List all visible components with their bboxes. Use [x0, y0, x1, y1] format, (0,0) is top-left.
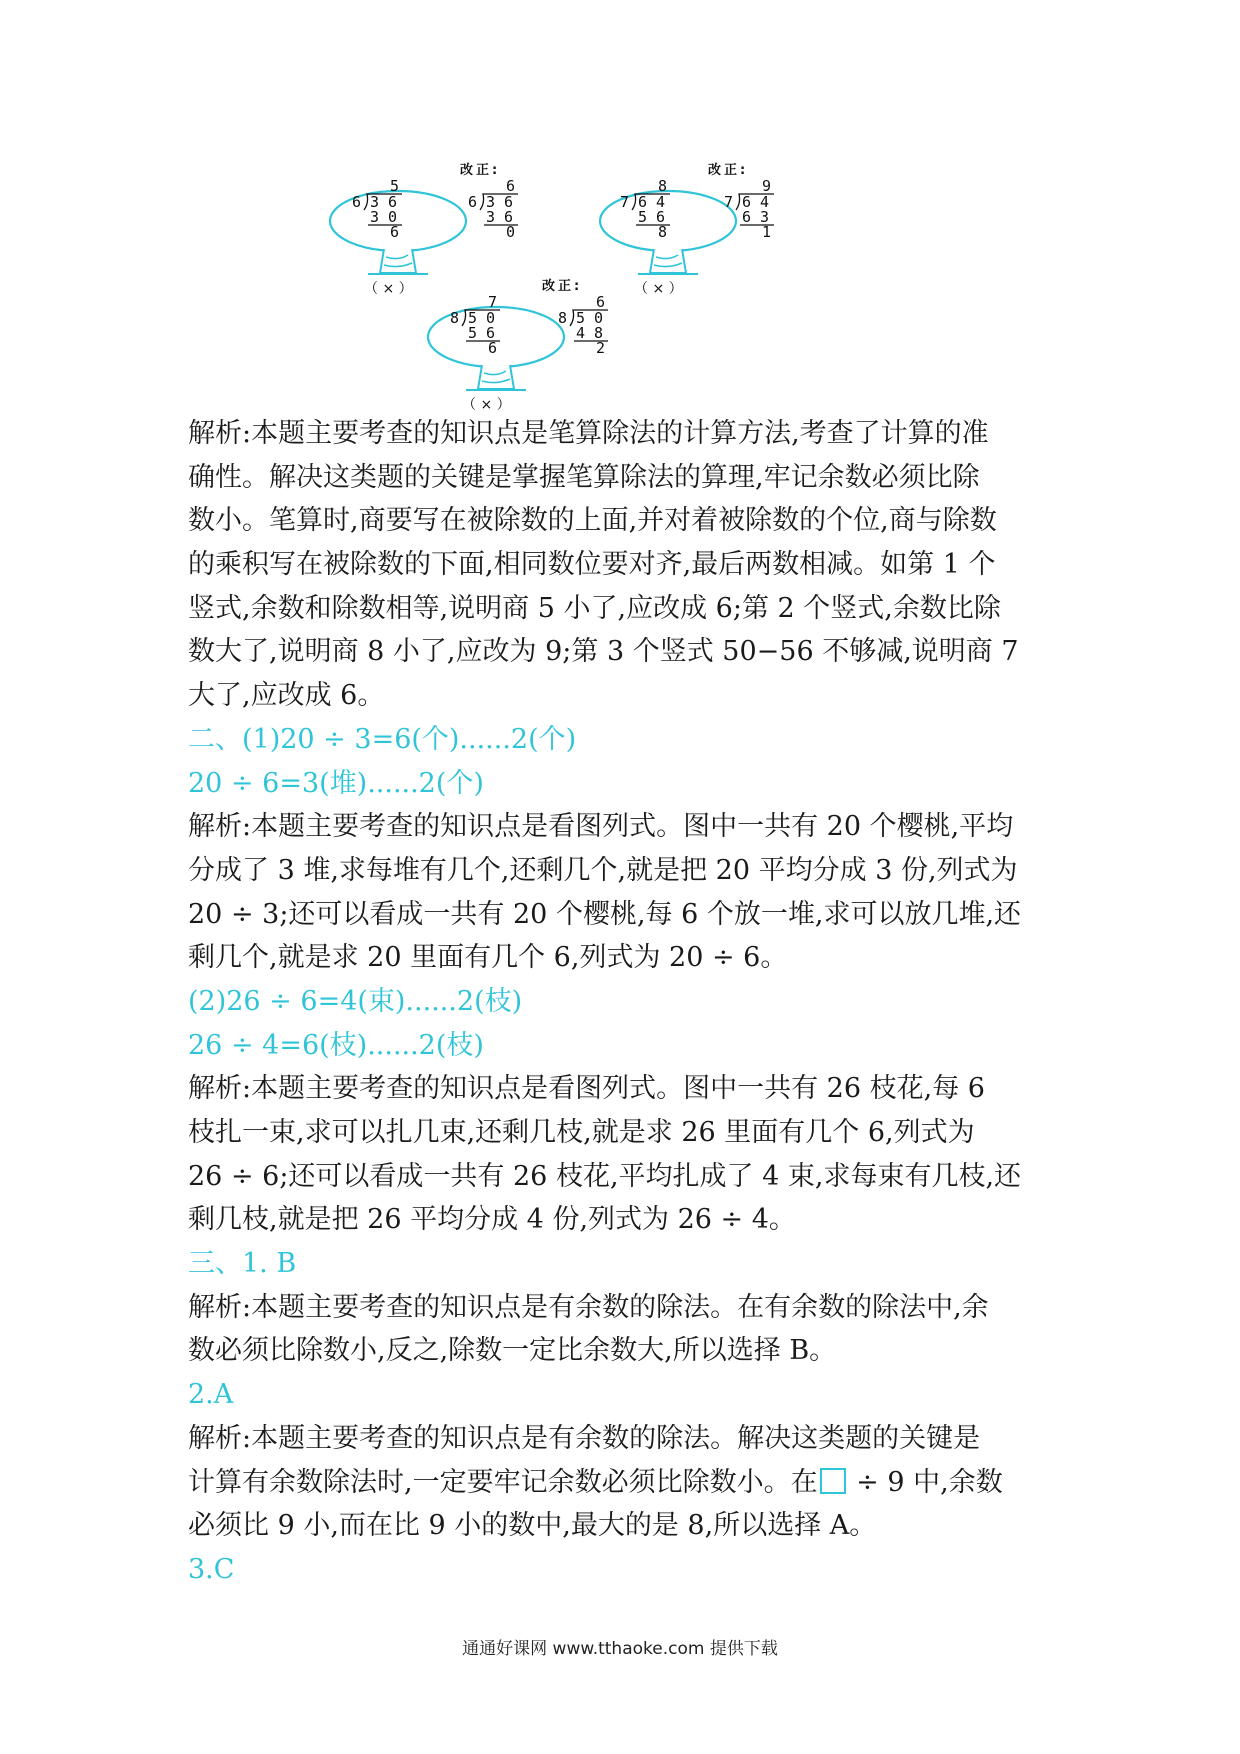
wrong-division-3-product: 5 6 [468, 324, 496, 342]
division-correction-figure [340, 163, 920, 413]
tree-trunk-1 [380, 249, 416, 273]
line-text: 26 ÷ 4=6(枝)......2(枝) [188, 1029, 484, 1061]
correct-division-1-dividend: 3 6 [486, 193, 514, 211]
line-text: 数小。笔算时,商要写在被除数的上面,并对着被除数的个位,商与除数 [188, 505, 997, 537]
tree-trunk-3 [478, 365, 514, 389]
tree-canopy-3 [428, 307, 564, 367]
wrong-division-1-product: 3 0 [370, 208, 398, 226]
correct-division-3-dividend: 5 0 [576, 309, 604, 327]
correct-division-2-product: 6 3 [742, 208, 770, 226]
explanation-line [188, 1329, 1058, 1373]
line-text: 20 ÷ 3;还可以看成一共有 20 个樱桃,每 6 个放一堆,求可以放几堆,还 [188, 898, 1022, 930]
line-text: 计算有余数除法时,一定要牢记余数必须比除数小。在 [188, 1466, 818, 1498]
explanation-line [188, 1155, 1058, 1199]
answer-line [188, 980, 1058, 1024]
answer-line [188, 718, 1058, 762]
correct-division-1-remainder: 0 [506, 223, 516, 241]
correct-division-1-product: 3 6 [486, 208, 514, 226]
correct-division-1-quotient: 6 [506, 177, 516, 195]
wrong-division-2-remainder: 8 [658, 223, 668, 241]
answer-line [188, 762, 1058, 806]
wrong-division-3-divisor: 8 [450, 309, 460, 327]
line-text: 数必须比除数小,反之,除数一定比余数大,所以选择 B。 [188, 1335, 837, 1367]
wrong-division-1-dividend: 3 6 [370, 193, 398, 211]
wrong-mark-3: （ × ） [462, 397, 511, 413]
line-text: 大了,应改成 6。 [188, 680, 385, 712]
wrong-division-2-dividend: 6 4 [638, 193, 666, 211]
explanation-line [188, 499, 1058, 543]
line-text: 2.A [188, 1379, 234, 1411]
division-figure-svg [340, 163, 920, 413]
correct-division-2-dividend: 6 4 [742, 193, 770, 211]
correction-label-1: 改正: [460, 163, 501, 178]
explanation-line [188, 805, 1058, 849]
explanation-line [188, 1111, 1058, 1155]
correction-label-3: 改正: [542, 279, 583, 294]
answer-line [188, 1242, 1058, 1286]
line-text: 20 ÷ 6=3(堆)......2(个) [188, 767, 484, 799]
wrong-division-2-divisor: 7 [620, 193, 630, 211]
line-text: 竖式,余数和除数相等,说明商 5 小了,应改成 6;第 2 个竖式,余数比除 [188, 592, 1001, 624]
explanation-line [188, 1461, 1058, 1505]
correct-division-1-divisor: 6 [468, 193, 478, 211]
explanation-line [188, 1198, 1058, 1242]
explanation-line [188, 674, 1058, 718]
correction-label-2: 改正: [708, 163, 749, 178]
answer-line [188, 1548, 1058, 1592]
explanation-line [188, 1417, 1058, 1461]
line-text: (2)26 ÷ 6=4(束)......2(枝) [188, 985, 523, 1017]
page-footer: 通通好课网 www.tthaoke.com 提供下载 [462, 1639, 778, 1659]
line-text: 的乘积写在被除数的下面,相同数位要对齐,最后两数相减。如第 1 个 [188, 549, 996, 581]
wrong-division-3-dividend: 5 0 [468, 309, 496, 327]
answer-line [188, 1024, 1058, 1068]
explanation-line [188, 456, 1058, 500]
explanation-line [188, 630, 1058, 674]
line-text: 确性。解决这类题的关键是掌握笔算除法的算理,牢记余数必须比除 [188, 461, 980, 493]
wrong-division-3-remainder: 6 [488, 339, 498, 357]
line-text: 26 ÷ 6;还可以看成一共有 26 枝花,平均扎成了 4 束,求每束有几枝,还 [188, 1160, 1022, 1192]
wrong-division-1-quotient: 5 [390, 177, 400, 195]
line-text: 解析:本题主要考查的知识点是看图列式。图中一共有 20 个樱桃,平均 [188, 811, 1014, 843]
explanation-line [188, 412, 1058, 456]
explanation-line [188, 587, 1058, 631]
line-text: 二、(1)20 ÷ 3=6(个)......2(个) [188, 723, 577, 755]
line-text: 解析:本题主要考查的知识点是笔算除法的计算方法,考查了计算的准 [188, 418, 989, 449]
explanation-line [188, 1067, 1058, 1111]
line-text: 枝扎一束,求可以扎几束,还剩几枝,就是求 26 里面有几个 6,列式为 [188, 1117, 975, 1148]
tree-trunk-2 [650, 249, 686, 273]
line-text-after-box: ÷ 9 中,余数 [847, 1466, 1003, 1498]
line-text: 解析:本题主要考查的知识点是有余数的除法。在有余数的除法中,余 [188, 1291, 989, 1323]
correct-division-2-remainder: 1 [762, 223, 772, 241]
wrong-mark-2: （ × ） [634, 281, 683, 297]
wrong-division-1-remainder: 6 [390, 223, 400, 241]
explanation-line [188, 543, 1058, 587]
correct-division-2-divisor: 7 [724, 193, 734, 211]
line-text: 剩几个,就是求 20 里面有几个 6,列式为 20 ÷ 6。 [188, 942, 788, 974]
line-text: 3.C [188, 1553, 235, 1585]
explanation-line [188, 936, 1058, 980]
explanation-line [188, 1286, 1058, 1330]
explanation-line [188, 849, 1058, 893]
wrong-division-2-product: 5 6 [638, 208, 666, 226]
explanation-line [188, 893, 1058, 937]
correct-division-2-quotient: 9 [762, 177, 772, 195]
correct-division-3-divisor: 8 [558, 309, 568, 327]
line-text: 分成了 3 堆,求每堆有几个,还剩几个,就是把 20 平均分成 3 份,列式为 [188, 854, 1018, 886]
line-text: 三、1. B [188, 1248, 297, 1280]
tree-canopy-1 [330, 191, 466, 251]
answer-line [188, 1373, 1058, 1417]
answer-explanations [188, 412, 1058, 1592]
correct-division-3-quotient: 6 [596, 293, 606, 311]
line-text: 解析:本题主要考查的知识点是有余数的除法。解决这类题的关键是 [188, 1422, 981, 1454]
wrong-mark-1: （ × ） [364, 281, 413, 297]
correct-division-3-product: 4 8 [576, 324, 604, 342]
line-text: 数大了,说明商 8 小了,应改为 9;第 3 个竖式 50−56 不够减,说明商 7 [188, 636, 1019, 668]
wrong-division-1-divisor: 6 [352, 193, 362, 211]
line-text: 解析:本题主要考查的知识点是看图列式。图中一共有 26 枝花,每 6 [188, 1073, 985, 1105]
correct-division-3-remainder: 2 [596, 339, 606, 357]
line-text: 剩几枝,就是把 26 平均分成 4 份,列式为 26 ÷ 4。 [188, 1204, 796, 1236]
wrong-division-2-quotient: 8 [658, 177, 668, 195]
wrong-division-3-quotient: 7 [488, 293, 498, 311]
blank-box [820, 1468, 846, 1494]
explanation-line [188, 1504, 1058, 1548]
line-text: 必须比 9 小,而在比 9 小的数中,最大的是 8,所以选择 A。 [188, 1510, 877, 1542]
